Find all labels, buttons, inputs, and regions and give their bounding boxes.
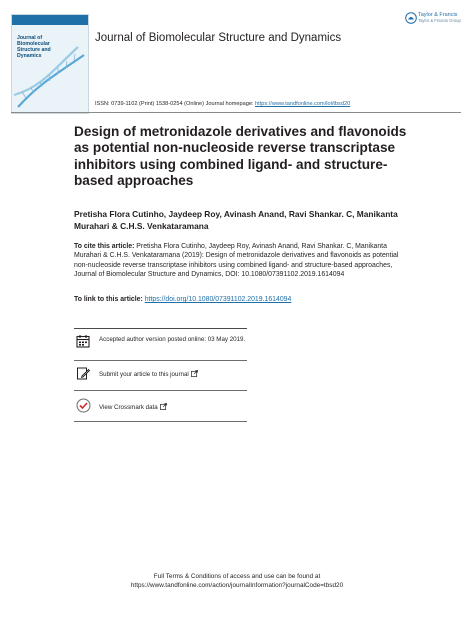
publisher-logo[interactable]: Taylor & Francis Taylor & Francis Group [405, 10, 461, 30]
citation-block [74, 242, 404, 279]
journal-cover-thumbnail [11, 14, 89, 114]
footer [0, 573, 474, 591]
external-link-icon [191, 370, 198, 377]
crossmark-link[interactable]: View Crossmark data [99, 403, 249, 413]
link-label: To link to this article: [74, 296, 143, 303]
actions-divider-2 [74, 390, 247, 391]
crossmark-icon[interactable] [76, 398, 91, 413]
footer-terms-url[interactable]: https://www.tandfonline.com/action/journalInformation?journalCode=tbsd20 [130, 581, 344, 589]
article-link-line [74, 296, 414, 303]
journal-name: Journal of Biomolecular Structure and Dynamics [95, 32, 342, 44]
submit-article-link[interactable]: Submit your article to this journal [99, 370, 249, 380]
cite-text: Pretisha Flora Cutinho, Jaydeep Roy, Avinash Anand, Ravi Shankar. C, Manikanta Murahari & C.H.S. Venkataramana (2019): Design of metronidazole derivatives and flavonoids as potential non-nucleoside reverse transcriptase inhibitors using combined ligand- and structure-based approaches, Journal of Biomolecular Structure and Dynamics, DOI: 10.1080/07391102.2019.1614094 [74, 243, 399, 278]
dna-helix-illustration [12, 15, 88, 113]
accepted-date-text: Accepted author version posted online: 03 May 2019. [99, 336, 246, 343]
actions-top-divider [74, 328, 247, 329]
taylor-francis-lamp-icon [405, 12, 417, 24]
article-doi-link[interactable]: https://doi.org/10.1080/07391102.2019.1614094 [144, 296, 292, 303]
footer-terms-text: Full Terms & Conditions of access and use can be found at [153, 573, 321, 580]
article-authors: Pretisha Flora Cutinho, Jaydeep Roy, Avinash Anand, Ravi Shankar. C, Manikanta Murahari & C.H.S. Venkataramana [74, 209, 398, 231]
journal-homepage-link[interactable]: https://www.tandfonline.com/loi/tbsd20 [255, 101, 351, 107]
article-title: Design of metronidazole derivatives and flavonoids as potential non-nucleoside reverse transcriptase inhibitors using combined ligand- and structure-based approaches [74, 124, 407, 189]
external-link-icon [160, 403, 167, 410]
issn-line: ISSN: 0739-1102 (Print) 1538-0254 (Online) Journal homepage: https://www.tandfonline.com/loi/tbsd20 [95, 101, 351, 107]
cover-title: Journal of Biomolecular Structure and Dynamics [17, 35, 51, 59]
actions-divider-1 [74, 360, 247, 361]
calendar-icon [76, 334, 90, 348]
header-divider [11, 112, 461, 113]
actions-bottom-divider [74, 421, 247, 422]
submit-pencil-icon[interactable] [76, 366, 90, 380]
cite-label: To cite this article: [74, 243, 135, 250]
